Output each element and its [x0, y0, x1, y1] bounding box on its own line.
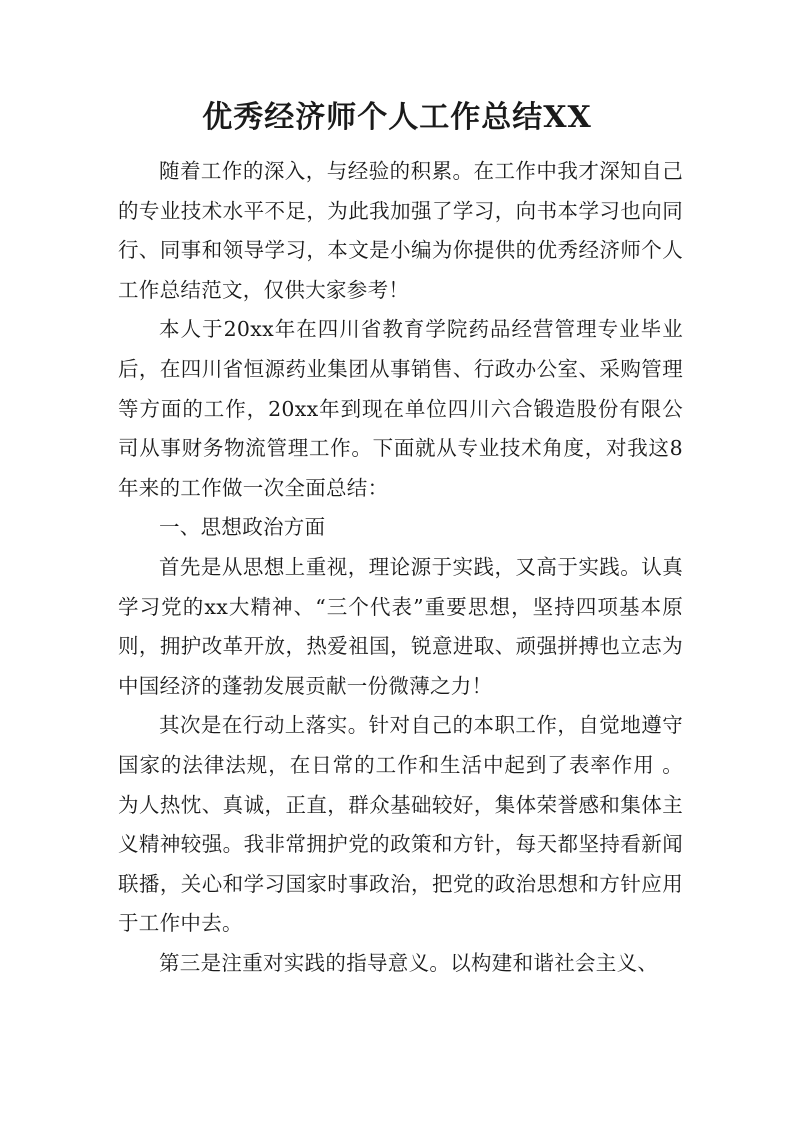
- document-title: 优秀经济师个人工作总结XX: [202, 100, 592, 135]
- paragraph-intro: 随着工作的深入，与经验的积累。在工作中我才深知自己的专业技术水平不足，为此我加强了学习，向书本学习也向同行、同事和领导学习，本文是小编为你提供的优秀经济师个人工作总结范文，仅供大家参考！: [118, 159, 683, 302]
- paragraph-third-point: 第三是注重对实践的指导意义。以构建和谐社会主义、: [159, 950, 659, 975]
- section-heading-political: 一、思想政治方面: [159, 515, 326, 540]
- paragraph-second-point: 其次是在行动上落实。针对自己的本职工作，自觉地遵守国家的法律法规，在日常的工作和生活中起到了表率作用 。为人热忱、真诚，正直，群众基础较好，集体荣誉感和集体主义精神较强。我非常拥护党的政策和方针，每天都坚持看新闻联播，关心和学习国家时事政治，把党的政治思想和方针应用于工作中去。: [118, 713, 683, 936]
- paragraph-first-point: 首先是从思想上重视，理论源于实践，又高于实践。认真学习党的xx大精神、“三个代表”重要思想，坚持四项基本原则，拥护改革开放，热爱祖国，锐意进取、顽强拼搏也立志为中国经济的蓬勃发展贡献一份微薄之力！: [118, 554, 683, 698]
- document-body: [118, 152, 683, 983]
- paragraph-background: 本人于20xx年在四川省教育学院药品经营管理专业毕业后，在四川省恒源药业集团从事销售、行政办公室、采购管理等方面的工作，20xx年到现在单位四川六合锻造股份有限公司从事财务物流管理工作。下面就从专业技术角度，对我这8年来的工作做一次全面总结：: [118, 317, 683, 500]
